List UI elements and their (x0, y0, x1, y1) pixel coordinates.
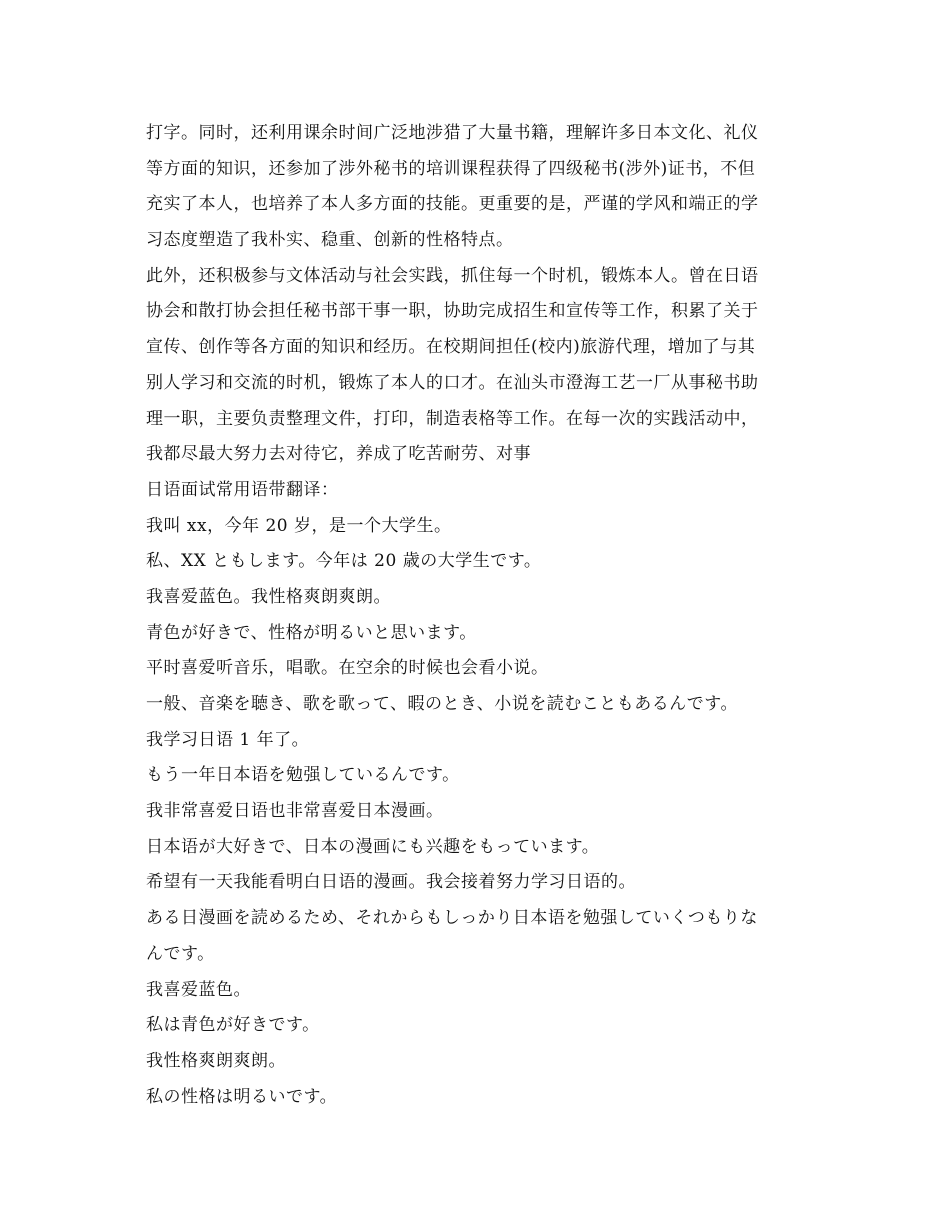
text-line: 宣传、创作等各方面的知识和经历。在校期间担任(校内)旅游代理，增加了与其 (146, 337, 756, 358)
text-line: 日本语が大好きで、日本の漫画にも兴趣をもっています。 (146, 836, 600, 857)
text-line: 我喜爱蓝色。我性格爽朗爽朗。 (146, 586, 391, 607)
text-line: 习态度塑造了我朴实、稳重、创新的性格特点。 (146, 230, 514, 251)
text-line: 此外，还积极参与文体活动与社会实践，抓住每一个时机，锻炼本人。曾在日语 (146, 265, 759, 286)
text-line: ある日漫画を読めるため、それからもしっかり日本语を勉强していくつもりな (146, 908, 758, 929)
text-line: 充实了本人，也培养了本人多方面的技能。更重要的是，严谨的学风和端正的学 (146, 194, 759, 215)
text-line: 私は青色が好きです。 (146, 1015, 320, 1036)
text-line: 青色が好きで、性格が明るいと思います。 (146, 622, 477, 643)
text-line: 希望有一天我能看明白日语的漫画。我会接着努力学习日语的。 (146, 872, 636, 893)
text-line: 我喜爱蓝色。 (146, 979, 251, 1000)
text-line: 协会和散打协会担任秘书部干事一职，协助完成招生和宣传等工作，积累了关于 (146, 301, 759, 322)
text-line: 我叫 xx，今年 20 岁，是一个大学生。 (146, 515, 452, 536)
text-line: 私の性格は明るいです。 (146, 1086, 338, 1107)
text-line: 我性格爽朗爽朗。 (146, 1050, 286, 1071)
text-line: んです。 (146, 943, 215, 964)
section-heading: 日语面试常用语带翻译： (146, 479, 339, 500)
text-line: 打字。同时，还利用课余时间广泛地涉猎了大量书籍，理解许多日本文化、礼仪 (146, 123, 759, 143)
text-line: もう一年日本语を勉强しているんです。 (146, 765, 460, 786)
text-line: 我学习日语 1 年了。 (146, 729, 310, 750)
text-line: 等方面的知识，还参加了涉外秘书的培训课程获得了四级秘书(涉外)证书，不但 (146, 158, 756, 179)
text-line: 我都尽最大努力去对待它，养成了吃苦耐劳、对事 (146, 444, 531, 465)
text-line: 一般、音楽を聴き、歌を歌って、暇のとき、小说を読むこともあるんです。 (146, 694, 738, 714)
document-body-text (146, 116, 806, 1115)
text-line: 我非常喜爱日语也非常喜爱日本漫画。 (146, 801, 444, 822)
text-line: 私、XX ともします。今年は 20 歳の大学生です。 (146, 551, 542, 572)
text-line: 平时喜爱听音乐，唱歌。在空余的时候也会看小说。 (146, 658, 549, 679)
text-line: 理一职，主要负责整理文件，打印，制造表格等工作。在每一次的实践活动中， (146, 408, 759, 429)
text-line: 别人学习和交流的时机，锻炼了本人的口才。在汕头市澄海工艺一厂从事秘书助 (146, 372, 759, 393)
